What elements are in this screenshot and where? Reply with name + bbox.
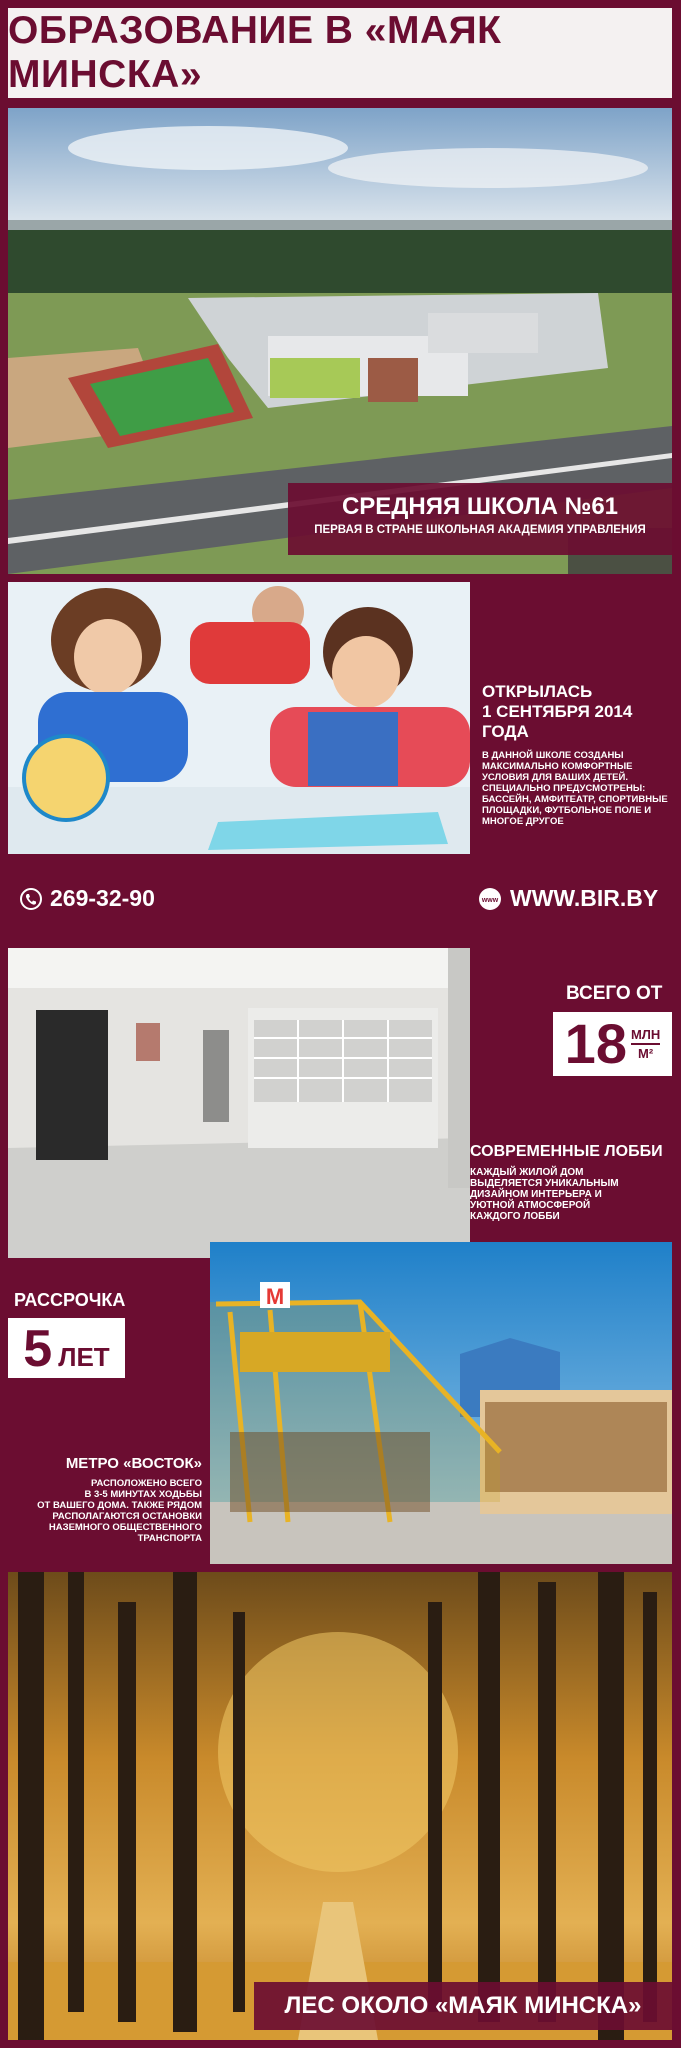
opened-heading-1: ОТКРЫЛАСЬ: [482, 682, 593, 701]
metro-text-5: НАЗЕМНОГО ОБЩЕСТВЕННОГО: [48, 1522, 202, 1533]
metro-info: [10, 1455, 202, 1544]
opened-heading-2: 1 СЕНТЯБРЯ 2014 ГОДА: [482, 702, 633, 741]
installment-value: 5: [23, 1320, 53, 1378]
website-contact[interactable]: [478, 885, 658, 912]
metro-text-1: РАСПОЛОЖЕНО ВСЕГО: [90, 1478, 202, 1489]
lobby-photo: [8, 948, 470, 1258]
opened-text-1: В ДАННОЙ ШКОЛЕ СОЗДАНЫ: [482, 750, 624, 761]
school-subtitle: ПЕРВАЯ В СТРАНЕ ШКОЛЬНАЯ АКАДЕМИЯ УПРАВЛЕНИЯ: [314, 524, 646, 536]
lobby-text-3: ДИЗАЙНОМ ИНТЕРЬЕРА И: [470, 1189, 602, 1200]
opened-text-4: СПЕЦИАЛЬНО ПРЕДУСМОТРЕНЫ:: [482, 783, 646, 794]
page-title: ОБРАЗОВАНИЕ В «МАЯК МИНСКА»: [8, 9, 502, 96]
metro-text-2: В 3-5 МИНУТАХ ХОДЬБЫ: [84, 1489, 202, 1500]
price-label: ВСЕГО ОТ: [566, 983, 663, 1004]
price-unit-bottom: М²: [638, 1046, 654, 1061]
price-unit-top: МЛН: [630, 1027, 661, 1042]
opened-text-6: ПЛОЩАДКИ, ФУТБОЛЬНОЕ ПОЛЕ И: [482, 805, 652, 816]
price-unit: [631, 1027, 660, 1061]
www-icon: [478, 887, 502, 911]
installment-unit: ЛЕТ: [58, 1342, 110, 1372]
lobby-info: [470, 1143, 675, 1222]
metro-sign-letter: M: [265, 1284, 285, 1309]
opened-text-3: УСЛОВИЯ ДЛЯ ВАШИХ ДЕТЕЙ.: [482, 772, 628, 783]
opened-info: [482, 682, 678, 827]
lobby-text-2: ВЫДЕЛЯЕТСЯ УНИКАЛЬНЫМ: [470, 1178, 619, 1189]
price-value: 18: [564, 1012, 627, 1075]
metro-text-4: РАСПОЛАГАЮТСЯ ОСТАНОВКИ: [52, 1511, 202, 1522]
phone-contact[interactable]: [20, 885, 155, 912]
metro-heading: МЕТРО «ВОСТОК»: [65, 1455, 202, 1472]
lobby-heading: СОВРЕМЕННЫЕ ЛОББИ: [470, 1143, 663, 1160]
price-unit-divider: [631, 1043, 660, 1045]
forest-caption-banner: [254, 1982, 672, 2030]
phone-icon: [20, 888, 42, 910]
lobby-text-4: УЮТНОЙ АТМОСФЕРОЙ: [470, 1200, 591, 1211]
installment-label: РАССРОЧКА: [14, 1290, 126, 1310]
svg-text:www: www: [481, 896, 499, 904]
school-caption-banner: [288, 483, 672, 555]
installment-box: [8, 1318, 125, 1378]
metro-text-6: ТРАНСПОРТА: [137, 1533, 202, 1544]
title-box: [8, 8, 672, 98]
lobby-text-5: КАЖДОГО ЛОББИ: [470, 1211, 560, 1222]
children-studying-photo: [8, 582, 470, 854]
website-link: WWW.BIR.BY: [510, 885, 659, 911]
forest-caption: ЛЕС ОКОЛО «МАЯК МИНСКА»: [284, 1992, 642, 2019]
metro-text-3: ОТ ВАШЕГО ДОМА. ТАКЖЕ РЯДОМ: [37, 1500, 202, 1511]
opened-text-7: МНОГОЕ ДРУГОЕ: [482, 816, 564, 827]
lobby-text-1: КАЖДЫЙ ЖИЛОЙ ДОМ: [470, 1167, 584, 1178]
opened-text-2: МАКСИМАЛЬНО КОМФОРТНЫЕ: [482, 761, 633, 772]
price-box: [553, 1012, 672, 1076]
forest-photo: [8, 1572, 672, 2040]
phone-number: 269-32-90: [50, 885, 155, 911]
metro-station-photo: [210, 1242, 672, 1564]
opened-text-5: БАССЕЙН, АМФИТЕАТР, СПОРТИВНЫЕ: [482, 794, 668, 805]
school-title: СРЕДНЯЯ ШКОЛА №61: [341, 493, 619, 520]
